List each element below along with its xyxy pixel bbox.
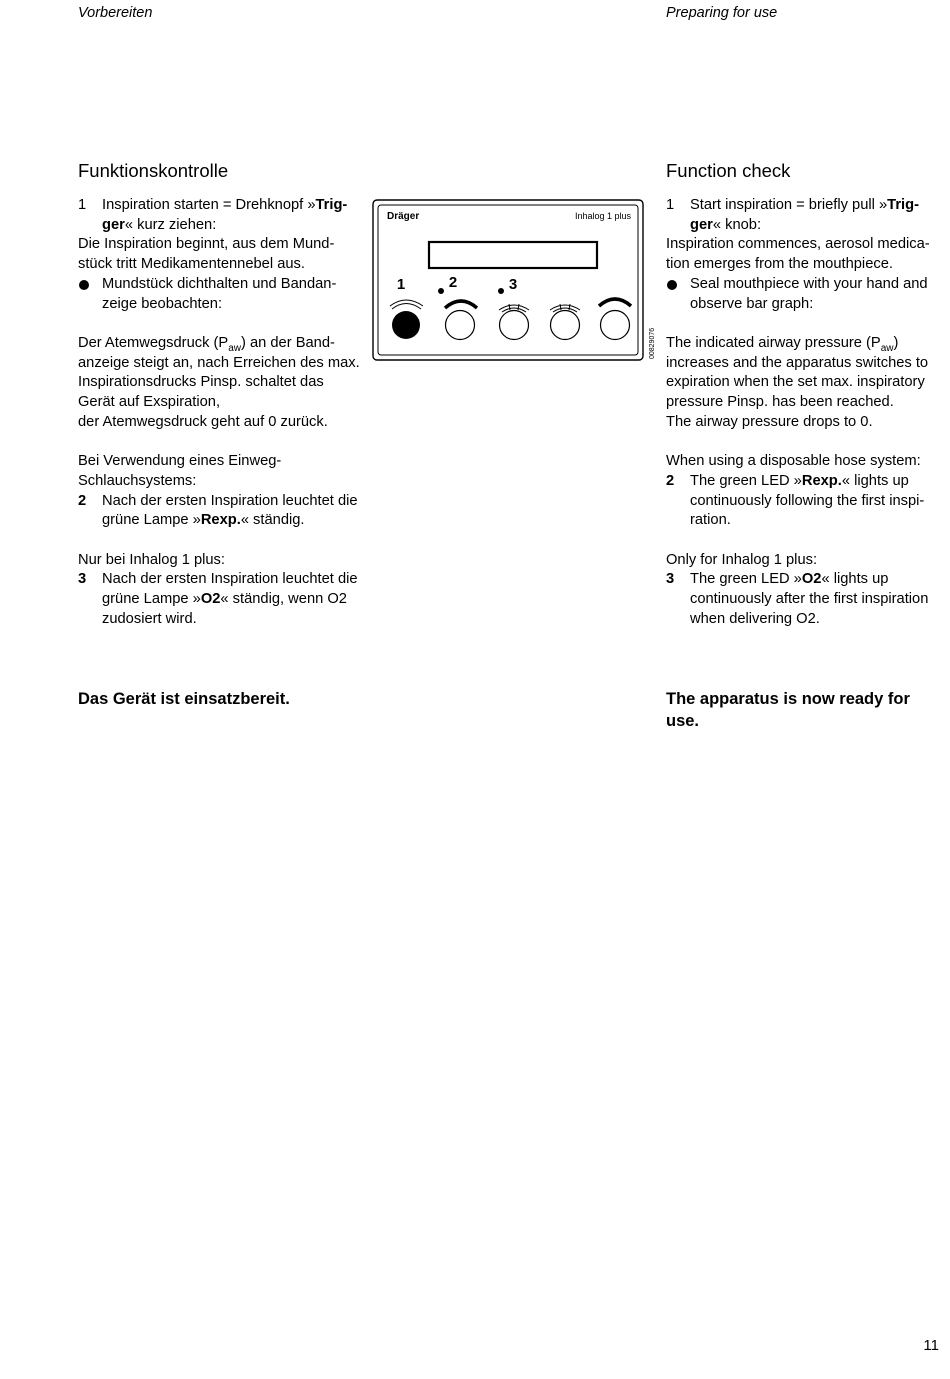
knob-1-arc-inner: [392, 304, 421, 310]
bullet-dot: [667, 280, 677, 290]
step-text: Nach der ersten Inspiration leuchtet die grüne Lampe »: [102, 571, 358, 608]
bar-graph-display: [429, 242, 597, 268]
step-text: « ständig, wenn O2 zudosiert wird.: [102, 591, 347, 627]
para-text: ) increases and the apparatus switches to expiration when the set max. inspiratory pressure Pinsp. has been reached.: [666, 334, 929, 411]
trigger-label: Trig-: [887, 197, 919, 213]
page-number: 11: [923, 1337, 939, 1354]
step-text: The green LED »: [690, 571, 802, 588]
bullet-text: Seal mouthpiece with your hand and observe bar graph:: [690, 275, 928, 312]
para-text: Der Atemwegsdruck (P: [78, 334, 229, 351]
model-label: Inhalog 1 plus: [574, 211, 631, 221]
trigger-label-cont: ger: [102, 216, 125, 233]
step-text: Nach der ersten Inspiration leuchtet die grüne Lampe »: [102, 492, 358, 529]
step-2-de: [78, 492, 363, 531]
para-text: ) an der Band-anzeige steigt an, nach Erreichen des max. Inspirationsdrucks Pinsp. schaltet das Gerät auf Exspiration,: [78, 334, 360, 411]
rexp-label: Rexp.: [801, 472, 842, 489]
step-text: Inspiration starten = Drehknopf »: [102, 197, 316, 213]
knob-3: [500, 311, 529, 340]
step-3-de: [78, 570, 363, 629]
para-text: der Atemwegsdruck geht auf 0 zurück.: [78, 413, 328, 430]
knob-5: [601, 311, 630, 340]
step-2-en: [666, 472, 946, 531]
step-number: 1: [78, 197, 87, 213]
callout-3: 3: [508, 276, 518, 293]
bullet-item-en: [666, 275, 946, 314]
paragraph-de-4: Nur bei Inhalog 1 plus:: [78, 551, 225, 568]
knob-4: [551, 311, 580, 340]
trigger-label-cont: ger: [690, 216, 713, 233]
step-number: 3: [666, 571, 675, 588]
step-number: 2: [666, 472, 675, 489]
step-text: « lights up continuously after the first inspiration when delivering O2.: [690, 571, 929, 627]
step-text: « knob:: [712, 216, 762, 233]
knob-2-arc: [445, 301, 477, 308]
brand-logo: Dräger: [387, 211, 420, 222]
german-column: [78, 158, 363, 629]
o2-label: O2: [801, 571, 822, 588]
paragraph-en-1: Inspiration commences, aerosol medica-tion emerges from the mouthpiece.: [666, 236, 930, 273]
running-header-left: Vorbereiten: [78, 5, 153, 21]
led-rexp: [438, 288, 444, 294]
step-text: The green LED »: [690, 472, 802, 489]
step-3-en: [666, 570, 946, 629]
ready-statement-de: Das Gerät ist einsatzbereit.: [78, 690, 290, 708]
subscript-aw: aw: [880, 342, 894, 354]
trigger-label: Trig-: [315, 197, 348, 213]
section-title-de: Funktionskontrolle: [78, 160, 229, 181]
ready-statement-en: The apparatus is now ready for use.: [666, 690, 910, 730]
knob-5-arc: [599, 299, 631, 306]
paragraph-de-3: Bei Verwendung eines Einweg-Schlauchsystems:: [78, 453, 282, 489]
callout-2: 2: [448, 274, 458, 291]
paragraph-de-1: Die Inspiration beginnt, aus dem Mund-stück tritt Medikamentennebel aus.: [78, 236, 335, 273]
bullet-item-de: [78, 275, 363, 314]
step-text: « lights up continuously following the first inspi-ration.: [690, 472, 925, 529]
device-panel-figure: [371, 198, 663, 368]
step-number: 3: [78, 571, 87, 588]
knob-2: [446, 311, 475, 340]
paragraph-en-4: Only for Inhalog 1 plus:: [666, 551, 818, 568]
callout-1: 1: [396, 276, 406, 293]
step-text: « kurz ziehen:: [124, 216, 217, 233]
o2-label: O2: [200, 591, 221, 608]
english-column: [666, 158, 946, 629]
subscript-aw: aw: [228, 342, 241, 354]
paragraph-en-2: [666, 334, 946, 433]
step-1-de: [78, 196, 363, 235]
section-title-en: Function check: [666, 160, 791, 181]
bullet-dot: [79, 280, 89, 290]
led-o2: [498, 288, 504, 294]
step-number: 1: [666, 197, 675, 213]
rexp-label: Rexp.: [200, 512, 241, 529]
trigger-knob: [392, 311, 420, 339]
paragraph-en-3: When using a disposable hose system:: [666, 453, 921, 470]
step-text: Start inspiration = briefly pull »: [690, 197, 888, 213]
step-number: 2: [78, 492, 87, 509]
step-text: « ständig.: [240, 512, 305, 529]
para-text: The indicated airway pressure (P: [666, 334, 881, 351]
figure-code: 00829076: [649, 327, 656, 359]
paragraph-de-2: [78, 334, 363, 433]
step-1-en: [666, 196, 946, 235]
para-text: The airway pressure drops to 0.: [666, 413, 873, 430]
running-header-right: Preparing for use: [666, 5, 778, 21]
bullet-text: Mundstück dichthalten und Bandan-zeige beobachten:: [102, 275, 337, 312]
